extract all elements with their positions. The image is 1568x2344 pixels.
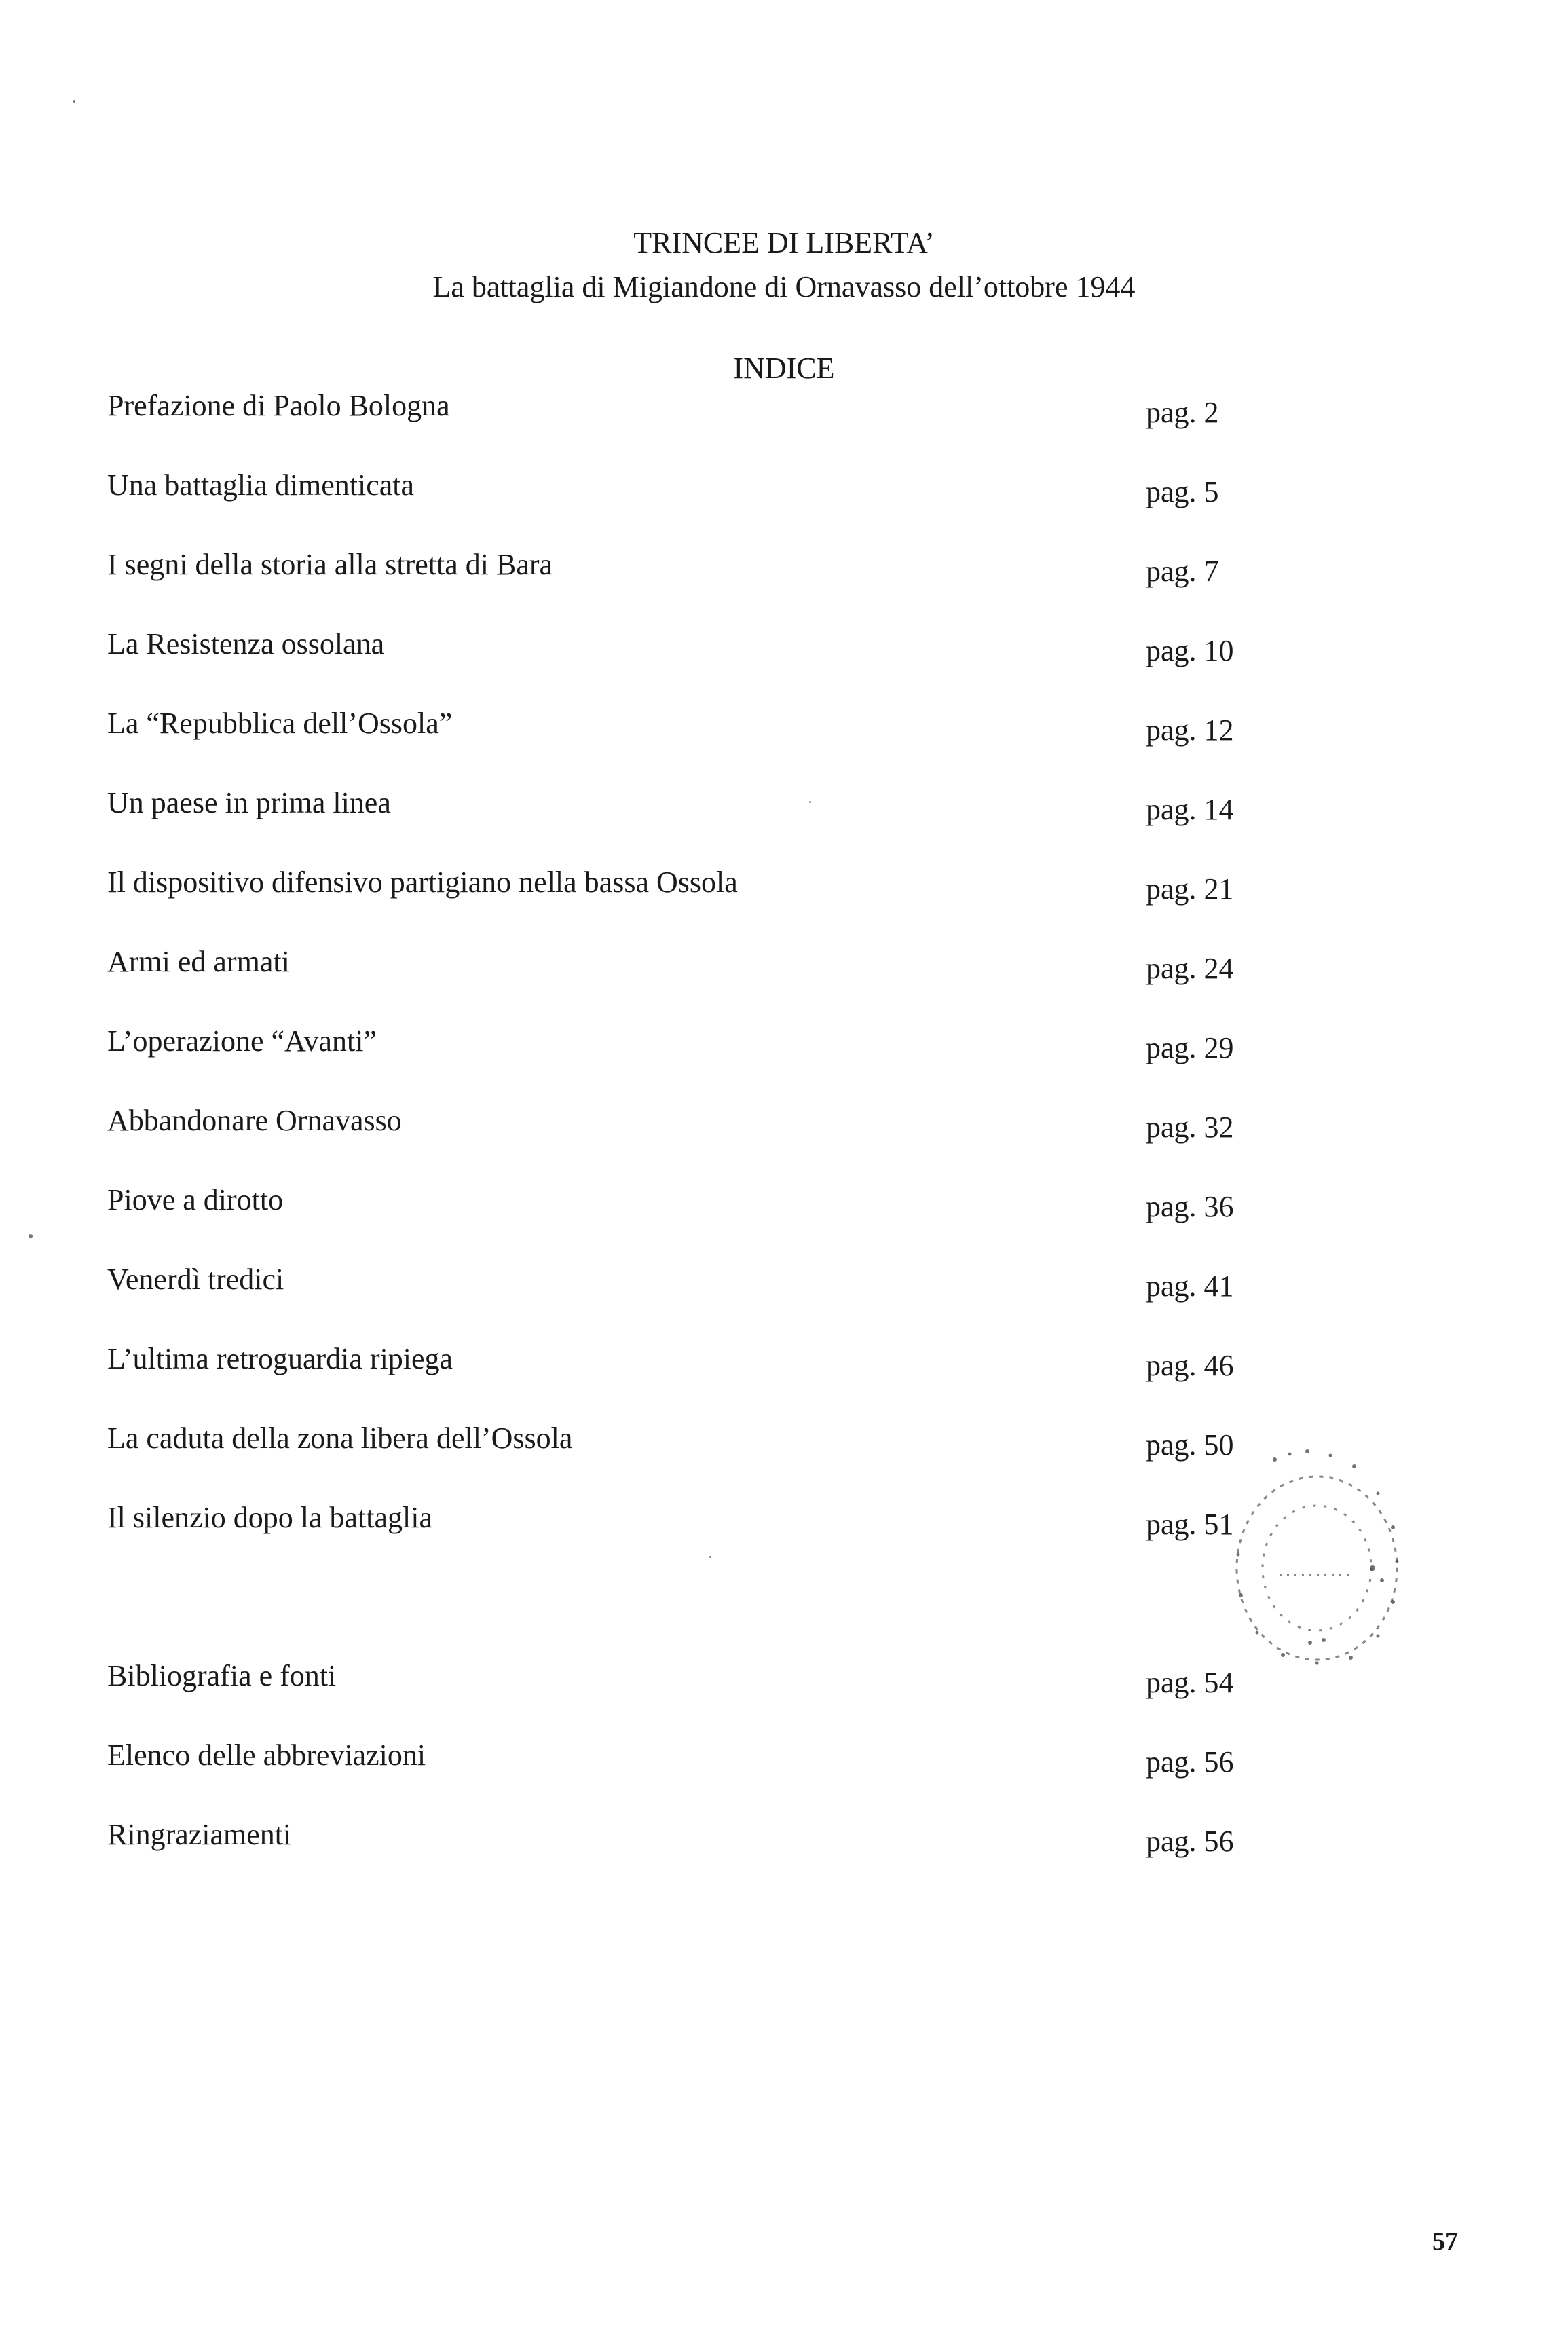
toc-entry: [107, 863, 1261, 911]
scan-speck: [709, 1556, 711, 1558]
toc-entry: [107, 1736, 1261, 1784]
toc-entry: [107, 1816, 1261, 1863]
toc-entry-title: Elenco delle abbreviazioni: [107, 1738, 426, 1772]
toc-entry: [107, 705, 1261, 752]
toc-entry-title: Armi ed armati: [107, 945, 290, 978]
toc-entry: [107, 1499, 1261, 1546]
toc-entry-page: pag. 50: [1146, 1428, 1234, 1462]
toc-entry-page: pag. 29: [1146, 1031, 1234, 1064]
toc-entry-page: pag. 24: [1146, 952, 1234, 985]
toc-entry-title: Bibliografia e fonti: [107, 1659, 337, 1692]
toc-entry-title: Ringraziamenti: [107, 1818, 292, 1851]
library-stamp-icon: [1215, 1439, 1419, 1697]
toc-entry-page: pag. 5: [1146, 475, 1219, 508]
toc-entry-title: Venerdì tredici: [107, 1263, 284, 1296]
toc-entry-page: pag. 46: [1146, 1349, 1234, 1382]
toc-entry-title: L’ultima retroguardia ripiega: [107, 1342, 453, 1375]
toc-entry-page: pag. 7: [1146, 555, 1219, 588]
toc-entry-page: pag. 14: [1146, 793, 1234, 826]
toc-entry-title: Una battaglia dimenticata: [107, 468, 415, 502]
toc-entry-page: pag. 2: [1146, 396, 1219, 429]
toc-entry-title: La “Repubblica dell’Ossola”: [107, 707, 453, 740]
toc-entry-title: I segni della storia alla stretta di Bara: [107, 548, 553, 581]
toc-entry: [107, 1657, 1261, 1705]
toc-entry-page: pag. 10: [1146, 634, 1234, 667]
toc-entry-page: pag. 32: [1146, 1111, 1234, 1144]
toc-entry: [107, 784, 1261, 832]
toc-entry-page: pag. 56: [1146, 1745, 1234, 1779]
toc-entry-title: Piove a dirotto: [107, 1183, 284, 1216]
document-title: TRINCEE DI LIBERTA’: [633, 226, 935, 259]
toc-entry: [107, 943, 1261, 990]
toc-entry: [107, 387, 1261, 434]
document-subtitle: La battaglia di Migiandone di Ornavasso dell’ottobre 1944: [432, 270, 1136, 303]
toc-entry-page: pag. 36: [1146, 1190, 1234, 1223]
toc-entry-title: Prefazione di Paolo Bologna: [107, 389, 450, 422]
toc-entry: [107, 1181, 1261, 1229]
toc-entry: [107, 1022, 1261, 1070]
toc-entry-title: La Resistenza ossolana: [107, 627, 385, 661]
toc-entry: [107, 1340, 1261, 1388]
toc-entry-page: pag. 54: [1146, 1666, 1234, 1699]
toc-entry: [107, 625, 1261, 673]
toc-entry-page: pag. 21: [1146, 872, 1234, 906]
scan-speck: [73, 100, 75, 103]
scan-speck: [29, 1234, 33, 1238]
page-number: 57: [1432, 2227, 1458, 2256]
toc-entry-title: Abbandonare Ornavasso: [107, 1104, 402, 1137]
toc-entry: [107, 1419, 1261, 1467]
toc-entry: [107, 546, 1261, 593]
scan-speck: [809, 801, 811, 803]
toc-entry-title: Il dispositivo difensivo partigiano nella bassa Ossola: [107, 866, 738, 899]
toc-entry: [107, 1261, 1261, 1308]
toc-entry-title: Un paese in prima linea: [107, 786, 391, 819]
toc-entry-page: pag. 41: [1146, 1269, 1234, 1303]
toc-entry-page: pag. 56: [1146, 1825, 1234, 1858]
toc-entry-title: La caduta della zona libera dell’Ossola: [107, 1421, 573, 1455]
toc-entry-page: pag. 12: [1146, 713, 1234, 747]
toc-entry: [107, 1102, 1261, 1149]
toc-entry-page: pag. 51: [1146, 1508, 1234, 1541]
toc-entry: [107, 466, 1261, 514]
toc-entry-title: Il silenzio dopo la battaglia: [107, 1501, 432, 1534]
index-heading: INDICE: [733, 352, 835, 385]
toc-entry-title: L’operazione “Avanti”: [107, 1024, 377, 1058]
